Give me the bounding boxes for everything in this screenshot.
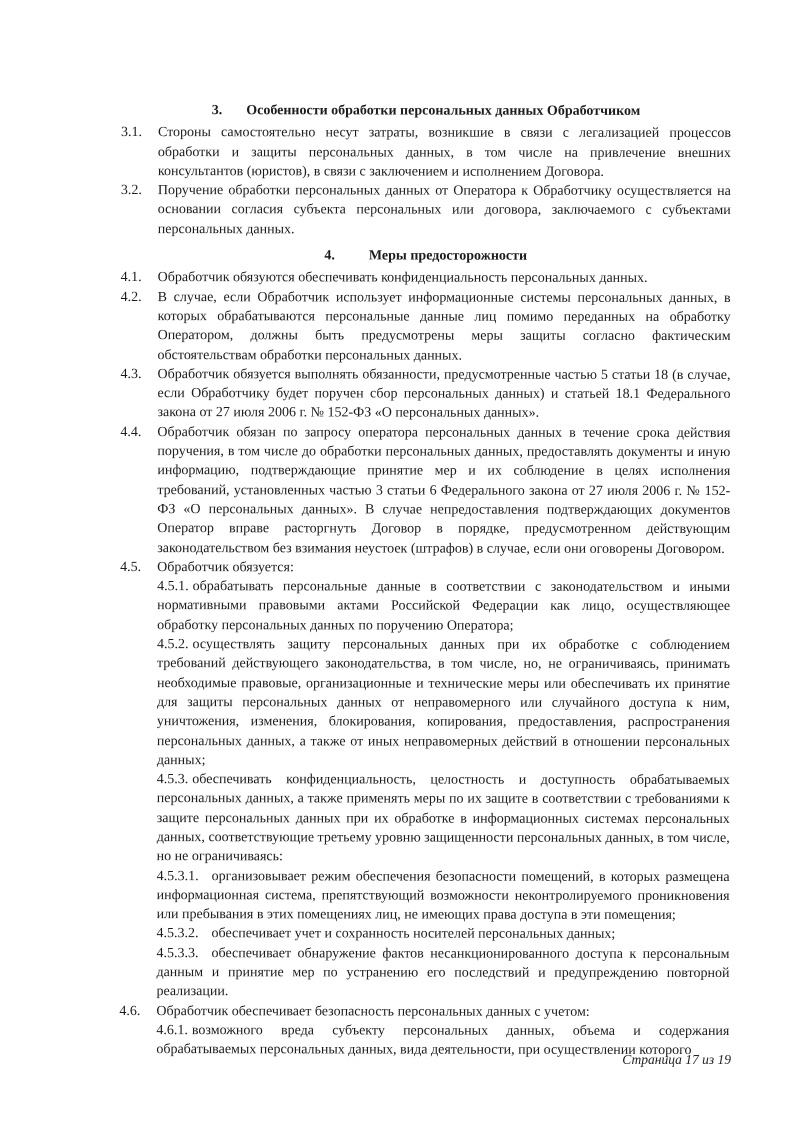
clause-4-5 [119,558,730,1003]
section-3-number: 3. [211,103,223,119]
clause-4-4-number: 4.4. [120,424,142,440]
clause-4-1-text: Обработчик обязуются обеспечивать конфиденциальность персональных данных. [157,270,648,287]
clause-4-5-2-number: 4.5.2. [157,637,189,653]
section-3-title: Особенности обработки персональных данных Обработчиком [246,103,641,119]
clause-4-5-3 [157,770,730,867]
clause-4-5-3-1 [157,867,730,926]
document-content [119,101,731,1061]
clause-4-3 [120,365,730,424]
clause-4-1 [121,268,731,288]
clause-3-2-text: Поручение обработки персональных данных от Оператора к Обработчику осуществляется на основании согласия субъекта персональных или договора, заключаемого с субъектами персональных данных. [157,183,731,238]
section-4-heading [121,246,731,266]
clause-4-5-2-text: осуществлять защиту персональных данных при их обработке с соблюдением требований действующего законодательства, в том числе, но, не ограничиваясь, принимать необходимые правовые, организационные и технические меры или обеспечивать их принятие для защиты персональных данных от неправомерного или случайного доступа к ним, уничтожения, изменения, блокирования, копирования, предоставления, распространения персональных данных, а также от иных неправомерных действий в отношении персональных данных; [156,637,731,768]
clause-4-4-text: Обработчик обязан по запросу оператора персональных данных в течение срока действия поручения, в том числе до обработки персональных данных, предоставлять документы и иную информацию, подтверждающие принятие мер и их соблюдение в целях исполнения требований, установленных частью 3 статьи 6 Федерального закона от 27 июля 2006 г. № 152-ФЗ «О персональных данных». В случае непредоставления подтверждающих документов Оператор вправе расторгнуть Договор в порядке, предусмотренном действующим законодательством без взимания неустоек (штрафов) в случае, если они оговорены Договором. [157,424,731,557]
clause-4-5-3-text: обеспечивать конфиденциальность, целостность и доступность обрабатываемых персональных данных, а также применять меры по их защите в соответствии с требованиями к защите персональных данных при их обработке в информационных системах персональных данных, соответствующие третьему уровню защищенности персональных данных, в том числе, но не ограничиваясь: [156,772,730,865]
clause-4-3-text: Обработчик обязуется выполнять обязанности, предусмотренные частью 5 статьи 18 (в случае, если Обработчику будет поручен сбор персональных данных) и статьей 18.1 Федерального закона от 27 июля 2006 г. № 152-ФЗ «О персональных данных». [157,366,731,422]
clause-4-6-1-number: 4.6.1. [156,1023,188,1039]
clause-4-5-3-1-number: 4.5.3.1. [156,868,199,884]
clause-4-4 [120,423,730,559]
clause-3-1-number: 3.1. [120,125,142,141]
clause-4-2 [121,288,731,366]
page-footer: Страница 17 из 19 [622,1052,731,1067]
clause-3-1 [121,123,731,182]
section-4-number: 4. [324,248,335,264]
clause-4-5-text: Обработчик обязуется: [157,559,294,576]
clause-4-2-number: 4.2. [120,289,142,305]
clause-4-5-1-text: обрабатывать персональные данные в соответствии с законодательством и иными нормативными правовыми актами Российской Федерации как лицо, осуществляющее обработку персональных данных по поручению Оператора; [157,579,731,634]
clause-4-6-1-text: возможного вреда субъекту персональных данных, объема и содержания обрабатываемых персональных данных, вида деятельности, при осуществлении которого [156,1023,730,1059]
clause-4-5-3-2 [157,925,730,945]
clause-4-2-text: В случае, если Обработчик использует информационные системы персональных данных, в которых обрабатываются персональные данные лиц помимо переданных на обработку Оператором, должны быть предусмотрены меры защиты согласно фактическим обстоятельствам обработки персональных данных. [157,289,731,364]
clause-4-5-3-3-number: 4.5.3.3. [156,945,199,961]
clause-4-5-1-number: 4.5.1. [157,579,189,595]
clause-4-5-3-1-text: организовывает режим обеспечения безопасности помещений, в которых размещена информационная система, препятствующий возможности неконтролируемого проникновения или пребывания в этих помещениях лиц, не имеющих права доступа в эти помещения; [156,868,730,924]
clause-4-5-3-3 [156,944,729,1003]
clause-4-3-number: 4.3. [120,366,142,382]
clause-3-2 [121,181,731,240]
clause-4-6-number: 4.6. [119,1003,141,1019]
clause-4-5-2 [157,635,730,771]
clause-4-5-3-3-text: обеспечивает обнаружение фактов несанкционированного доступа к персональным данным и принятие мер по устранению его последствий и предупреждению повторной реализации. [156,945,730,1000]
clause-4-5-3-2-text: обеспечивает учет и сохранность носителей персональных данных; [211,926,616,943]
clause-4-5-1 [157,577,730,636]
section-4-title: Меры предосторожности [368,248,528,264]
section-3-heading [121,101,731,121]
clause-4-1-number: 4.1. [120,270,142,286]
clause-3-1-text: Стороны самостоятельно несут затраты, возникшие в связи с легализацией процессов обработки и защиты персональных данных, в том числе на привлечение внешних консультантов (юристов), в связи с заключением и исполнением Договора. [157,125,731,180]
clause-4-5-number: 4.5. [120,559,142,575]
clause-4-6-text: Обработчик обеспечивает безопасность персональных данных с учетом: [156,1003,590,1020]
clause-4-5-3-number: 4.5.3. [156,772,189,788]
clause-4-5-3-2-number: 4.5.3.2. [156,926,199,942]
clause-3-2-number: 3.2. [120,183,142,199]
